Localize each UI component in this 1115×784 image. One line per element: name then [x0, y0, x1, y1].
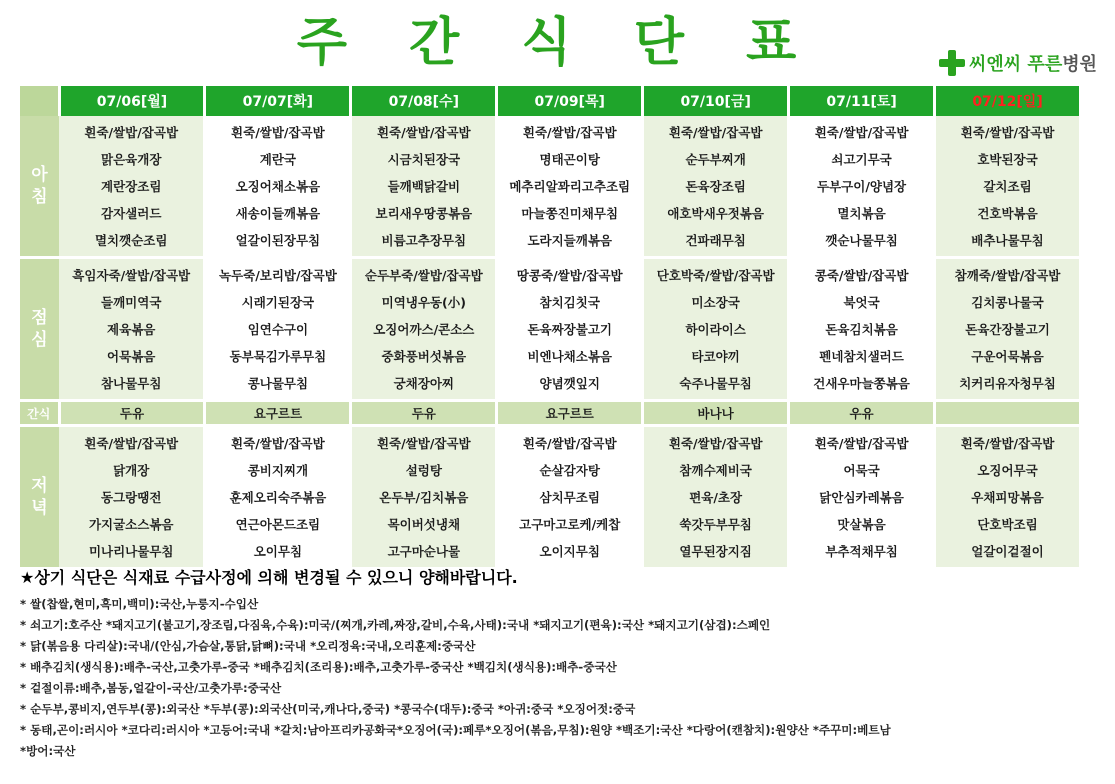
menu-item: 궁채장아찌 — [393, 376, 454, 391]
menu-item: 갈치조림 — [983, 179, 1032, 194]
breakfast-cell — [935, 116, 1081, 258]
menu-item: 오징어까스/콘소스 — [373, 322, 475, 337]
menu-item: 미소장국 — [691, 295, 740, 310]
dinner-label — [20, 426, 59, 569]
menu-item: 고구마순나물 — [387, 544, 461, 559]
menu-item: 숙주나물무침 — [679, 376, 752, 391]
breakfast-cell — [205, 116, 351, 258]
menu-item: 돈육간장불고기 — [965, 322, 1050, 337]
menu-item: 두부구이/양념장 — [817, 179, 907, 194]
day-header: 07/10[금] — [643, 86, 789, 116]
menu-item: 미역냉우동(小) — [381, 295, 466, 310]
menu-item: 흰죽/쌀밥/잡곡밥 — [376, 436, 471, 451]
menu-item: 돈육장조림 — [685, 179, 746, 194]
menu-item: 시래기된장국 — [241, 295, 315, 310]
menu-item: 닭안심카레볶음 — [819, 490, 904, 505]
logo-text-main: 씨엔씨 푸른 — [969, 54, 1063, 75]
day-header: 07/09[목] — [497, 86, 643, 116]
lunch-row — [20, 258, 1081, 401]
menu-item: 미나리나물무침 — [88, 544, 174, 559]
menu-item: 편육/초장 — [689, 490, 743, 505]
menu-item: 돈육김치볶음 — [825, 322, 898, 337]
menu-item: 계란국 — [259, 152, 296, 167]
menu-item: 흰죽/쌀밥/잡곡밥 — [668, 125, 763, 140]
menu-item: 깻순나물무침 — [825, 233, 898, 248]
section-label-char: 녁 — [31, 498, 48, 518]
menu-item: 중화풍버섯볶음 — [381, 349, 467, 364]
menu-item: 오이지무침 — [539, 544, 600, 559]
menu-item: 흰죽/쌀밥/잡곡밥 — [960, 436, 1055, 451]
menu-item: 하이라이스 — [685, 322, 746, 337]
snack-item: 우유 — [789, 401, 935, 426]
breakfast-cell — [59, 116, 205, 258]
menu-item: 멸치볶음 — [837, 206, 886, 221]
menu-item: 연근아몬드조림 — [235, 517, 321, 532]
menu-item: 맑은육개장 — [101, 152, 162, 167]
menu-item: 흰죽/쌀밥/잡곡밥 — [668, 436, 763, 451]
menu-item: 삼치무조림 — [539, 490, 600, 505]
snack-row — [20, 401, 1081, 426]
origin-note: * 쌀(찹쌀,현미,흑미,백미):국산,누룽지-수입산 — [20, 597, 259, 611]
menu-item: 녹두죽/보리밥/잡곡밥 — [218, 268, 337, 283]
lunch-cell — [497, 258, 643, 401]
lunch-cell — [351, 258, 497, 401]
page-title: 주 간 식 단 표 — [296, 13, 819, 73]
weekly-menu-table — [20, 86, 1082, 570]
menu-item: 동부묵김가루무침 — [229, 349, 327, 364]
menu-item: 온두부/김치볶음 — [379, 490, 469, 505]
origin-note: *방어:국산 — [20, 744, 76, 758]
menu-item: 참나물무침 — [101, 376, 162, 391]
snack-label: 간식 — [20, 401, 59, 426]
menu-item: 비름고추장무침 — [381, 233, 467, 248]
lunch-label — [20, 258, 59, 401]
menu-item: 어묵국 — [843, 463, 880, 478]
origin-note: * 겉절이류:배추,봄동,얼갈이-국산/고춧가루:중국산 — [20, 681, 282, 695]
day-header: 07/08[수] — [351, 86, 497, 116]
menu-item: 동그랑땡전 — [101, 490, 162, 505]
menu-item: 흰죽/쌀밥/잡곡밥 — [231, 125, 325, 140]
lunch-cell — [59, 258, 205, 401]
logo-text-suffix: 병원 — [1062, 54, 1097, 75]
menu-item: 새송이들깨볶음 — [235, 206, 321, 221]
menu-item: 감자샐러드 — [101, 206, 162, 221]
menu-item: 호박된장국 — [977, 152, 1038, 167]
menu-item: 들깨백닭갈비 — [387, 179, 461, 194]
menu-item: 북엇국 — [843, 295, 880, 310]
menu-item: 흰죽/쌀밥/잡곡밥 — [960, 125, 1055, 140]
dinner-row — [20, 426, 1081, 569]
menu-item: 참깨수제비국 — [679, 463, 752, 478]
menu-item: 맛살볶음 — [837, 517, 886, 532]
hospital-logo — [939, 50, 1097, 76]
menu-item: 단호박조림 — [977, 517, 1038, 532]
origin-notes — [20, 594, 1095, 762]
section-label-char: 점 — [31, 308, 48, 328]
snack-item: 요구르트 — [205, 401, 351, 426]
menu-item: 임연수구이 — [247, 322, 309, 337]
menu-item: 쑥갓두부무침 — [679, 517, 752, 532]
menu-item: 콩죽/쌀밥/잡곡밥 — [814, 268, 909, 283]
menu-item: 김치콩나물국 — [971, 295, 1044, 310]
origin-note: * 순두부,콩비지,연두부(콩):외국산 *두부(콩):외국산(미국,캐나다,중국) *콩국수(대두):중국 *아귀:중국 *오징어젓:중국 — [20, 702, 636, 716]
dinner-cell — [935, 426, 1081, 569]
menu-item: 배추나물무침 — [971, 233, 1044, 248]
menu-item: 구운어묵볶음 — [971, 349, 1044, 364]
menu-item: 계란장조림 — [101, 179, 162, 194]
menu-item: 시금치된장국 — [387, 152, 461, 167]
snack-item: 두유 — [59, 401, 205, 426]
dinner-cell — [497, 426, 643, 569]
menu-item: 얼갈이된장무침 — [235, 233, 321, 248]
day-header: 07/07[화] — [205, 86, 351, 116]
breakfast-cell — [789, 116, 935, 258]
menu-item: 돈육짜장불고기 — [527, 322, 612, 337]
menu-item: 건호박볶음 — [977, 206, 1038, 221]
menu-item: 애호박새우젓볶음 — [667, 206, 764, 221]
menu-item: 흑임자죽/쌀밥/잡곡밥 — [72, 268, 191, 283]
menu-item: 닭개장 — [113, 463, 150, 478]
menu-item: 펜네참치샐러드 — [819, 349, 904, 364]
day-header-row — [20, 86, 1081, 116]
origin-note: * 동태,곤이:러시아 *코다리:러시아 *고등어:국내 *갈치:남아프리카공화국*오징어(국):페루*오징어(볶음,무침):원양 *백조기:국산 *다랑어(캔참치):원양산 *주꾸미:베트남 — [20, 723, 891, 737]
menu-item: 설렁탕 — [405, 463, 442, 478]
section-label-char: 심 — [31, 330, 48, 350]
header-corner — [20, 86, 59, 116]
section-label-char: 침 — [31, 187, 48, 207]
menu-item: 얼갈이겉절이 — [971, 544, 1044, 559]
menu-item: 고구마고로케/케찹 — [519, 517, 621, 532]
day-header-sunday: 07/12[일] — [935, 86, 1081, 116]
menu-item: 참치김칫국 — [539, 295, 600, 310]
menu-item: 타코야끼 — [691, 349, 740, 364]
snack-item: 요구르트 — [497, 401, 643, 426]
menu-item: 마늘쫑진미채무침 — [521, 206, 619, 221]
cross-icon — [939, 50, 965, 76]
menu-item: 콩나물무침 — [247, 376, 309, 391]
dinner-cell — [789, 426, 935, 569]
section-label-char: 저 — [31, 476, 48, 496]
menu-item: 순두부죽/쌀밥/잡곡밥 — [364, 268, 483, 283]
origin-note: * 쇠고기:호주산 *돼지고기(불고기,장조림,다짐육,수육):미국/(찌개,카레,짜장,갈비,수육,사태):국내 *돼지고기(편육):국산 *돼지고기(삼겹):스페인 — [20, 618, 771, 632]
menu-item: 흰죽/쌀밥/잡곡밥 — [522, 125, 617, 140]
dinner-cell — [643, 426, 789, 569]
menu-item: 콩비지찌개 — [247, 463, 309, 478]
menu-item: 오징어무국 — [977, 463, 1038, 478]
day-header: 07/06[월] — [59, 86, 205, 116]
menu-item: 흰죽/쌀밥/잡곡밥 — [376, 125, 471, 140]
menu-item: 멸치깻순조림 — [94, 233, 168, 248]
menu-item: 땅콩죽/쌀밥/잡곡밥 — [516, 268, 623, 283]
snack-item: 두유 — [351, 401, 497, 426]
menu-item: 쇠고기무국 — [831, 152, 892, 167]
menu-item: 흰죽/쌀밥/잡곡밥 — [814, 125, 909, 140]
breakfast-label — [20, 116, 59, 258]
menu-item: 도라지들깨볶음 — [527, 233, 612, 248]
menu-item: 단호박죽/쌀밥/잡곡밥 — [656, 268, 775, 283]
snack-item — [935, 401, 1081, 426]
lunch-cell — [205, 258, 351, 401]
menu-item: 가지굴소스볶음 — [88, 517, 174, 532]
lunch-cell — [935, 258, 1081, 401]
menu-item: 어묵볶음 — [107, 349, 156, 364]
origin-note: * 배추김치(생식용):배추-국산,고춧가루-중국 *배추김치(조리용):배추,고춧가루-중국산 *백김치(생식용):배추-중국산 — [20, 660, 617, 674]
menu-item: 흰죽/쌀밥/잡곡밥 — [522, 436, 617, 451]
breakfast-cell — [351, 116, 497, 258]
snack-item: 바나나 — [643, 401, 789, 426]
day-header: 07/11[토] — [789, 86, 935, 116]
breakfast-row — [20, 116, 1081, 258]
menu-item: 비엔나채소볶음 — [527, 349, 612, 364]
menu-item: 목이버섯냉채 — [387, 517, 461, 532]
change-notice: ★상기 식단은 식재료 수급사정에 의해 변경될 수 있으니 양해바랍니다. — [20, 568, 518, 587]
menu-item: 건새우마늘쫑볶음 — [813, 376, 910, 391]
menu-item: 훈제오리숙주볶음 — [229, 490, 327, 505]
menu-item: 참깨죽/쌀밥/잡곡밥 — [954, 268, 1061, 283]
menu-item: 흰죽/쌀밥/잡곡밥 — [814, 436, 909, 451]
breakfast-cell — [643, 116, 789, 258]
section-label-char: 아 — [31, 165, 48, 185]
menu-item: 순살감자탕 — [539, 463, 600, 478]
menu-item: 부추적채무침 — [825, 544, 898, 559]
dinner-cell — [351, 426, 497, 569]
menu-item: 보리새우땅콩볶음 — [375, 206, 473, 221]
breakfast-cell — [497, 116, 643, 258]
menu-item: 흰죽/쌀밥/잡곡밥 — [84, 125, 179, 140]
lunch-cell — [643, 258, 789, 401]
menu-item: 치커리유자청무침 — [959, 376, 1056, 391]
dinner-cell — [205, 426, 351, 569]
menu-item: 오이무침 — [253, 544, 303, 559]
menu-item: 오징어채소볶음 — [235, 179, 321, 194]
menu-item: 흰죽/쌀밥/잡곡밥 — [84, 436, 179, 451]
menu-item: 순두부찌개 — [685, 152, 746, 167]
menu-item: 제육볶음 — [107, 322, 156, 337]
menu-item: 양념깻잎지 — [539, 376, 600, 391]
menu-item: 열무된장지짐 — [679, 544, 752, 559]
origin-note: * 닭(볶음용 다리살):국내/(안심,가슴살,통닭,닭뼈):국내 *오리정육:국내,오리훈제:중국산 — [20, 639, 476, 653]
menu-item: 명태곤이탕 — [539, 152, 600, 167]
menu-item: 메추리알꽈리고추조림 — [509, 179, 631, 194]
menu-item: 우채피망볶음 — [971, 490, 1044, 505]
menu-item: 흰죽/쌀밥/잡곡밥 — [231, 436, 325, 451]
menu-item: 건파래무침 — [685, 233, 746, 248]
menu-item: 들깨미역국 — [101, 295, 162, 310]
lunch-cell — [789, 258, 935, 401]
dinner-cell — [59, 426, 205, 569]
